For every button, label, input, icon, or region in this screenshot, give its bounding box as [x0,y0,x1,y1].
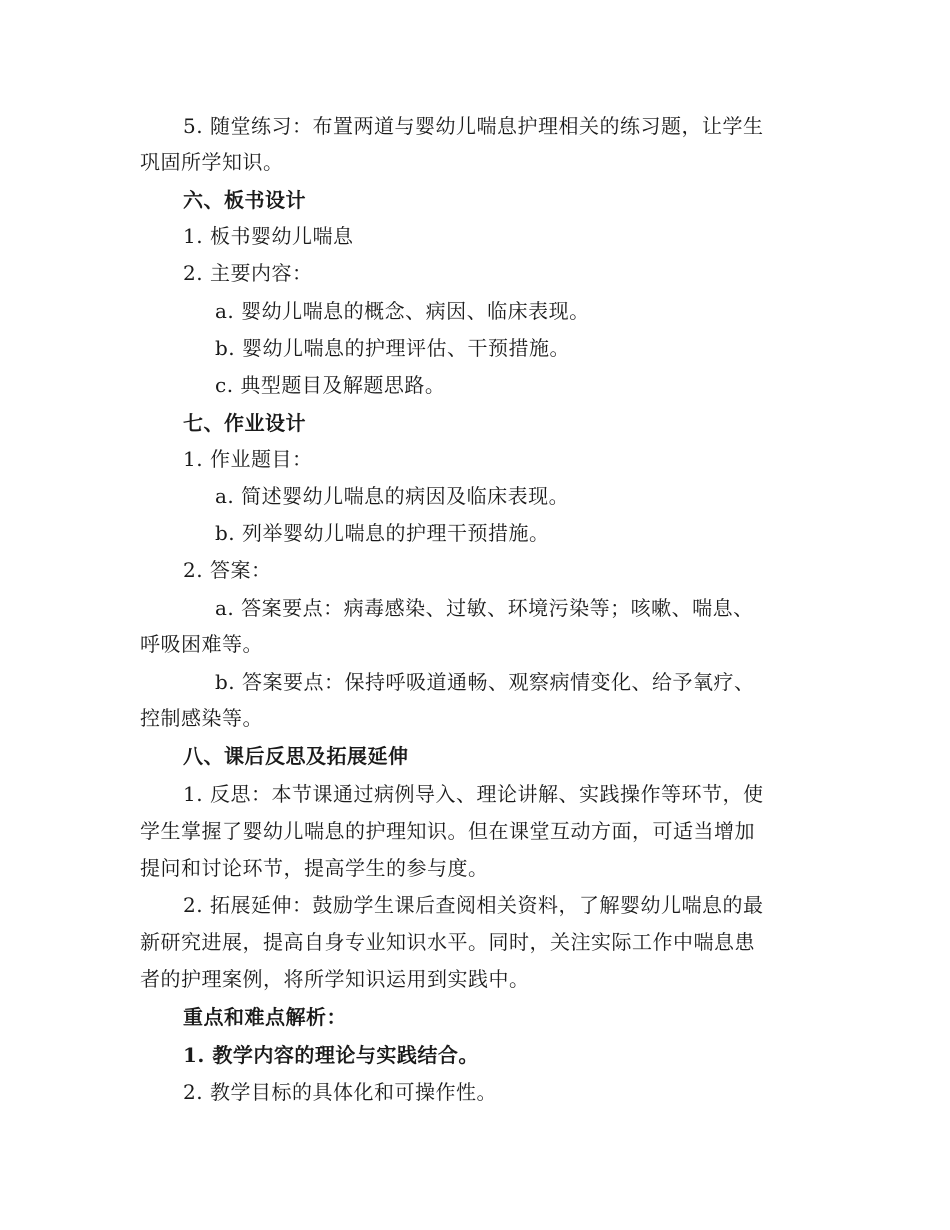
sub-list-item: b. 婴幼儿喘息的护理评估、干预措施。 [215,336,571,360]
sub-list-item: a. 简述婴幼儿喘息的病因及临床表现。 [215,484,570,508]
sub-list-item: a. 婴幼儿喘息的概念、病因、临床表现。 [215,299,590,323]
extension-paragraph-line: 2. 拓展延伸：鼓励学生课后查阅相关资料，了解婴幼儿喘息的最 [183,893,764,917]
sub-list-item: b. 列举婴幼儿喘息的护理干预措施。 [215,521,550,545]
list-item: 2. 主要内容： [183,261,313,285]
list-item: 2. 教学目标的具体化和可操作性。 [183,1080,497,1104]
reflection-paragraph-line: 1. 反思：本节课通过病例导入、理论讲解、实践操作等环节，使 [183,782,764,806]
answer-paragraph-line: 控制感染等。 [140,706,263,730]
list-item: 1. 教学内容的理论与实践结合。 [183,1043,479,1067]
section-heading-key-points: 重点和难点解析： [183,1005,347,1029]
reflection-paragraph-line: 学生掌握了婴幼儿喘息的护理知识。但在课堂互动方面，可适当增加 [140,819,755,843]
section-heading-blackboard-design: 六、板书设计 [183,188,306,212]
list-item: 1. 板书婴幼儿喘息 [183,224,354,248]
list-item: 2. 答案： [183,558,272,582]
answer-paragraph-line: b. 答案要点：保持呼吸道通畅、观察病情变化、给予氧疗、 [215,670,755,694]
list-item: 1. 作业题目： [183,447,313,471]
answer-paragraph-line: 呼吸困难等。 [140,632,263,656]
exercise-paragraph-line: 5. 随堂练习：布置两道与婴幼儿喘息护理相关的练习题，让学生 [183,114,764,138]
reflection-paragraph-line: 提问和讨论环节，提高学生的参与度。 [140,856,489,880]
extension-paragraph-line: 者的护理案例，将所学知识运用到实践中。 [140,967,530,991]
sub-list-item: c. 典型题目及解题思路。 [215,373,446,397]
section-heading-homework-design: 七、作业设计 [183,411,306,435]
section-heading-reflection: 八、课后反思及拓展延伸 [183,744,409,768]
exercise-paragraph-line: 巩固所学知识。 [140,150,284,174]
answer-paragraph-line: a. 答案要点：病毒感染、过敏、环境污染等；咳嗽、喘息、 [215,596,754,620]
extension-paragraph-line: 新研究进展，提高自身专业知识水平。同时，关注实际工作中喘息患 [140,930,755,954]
